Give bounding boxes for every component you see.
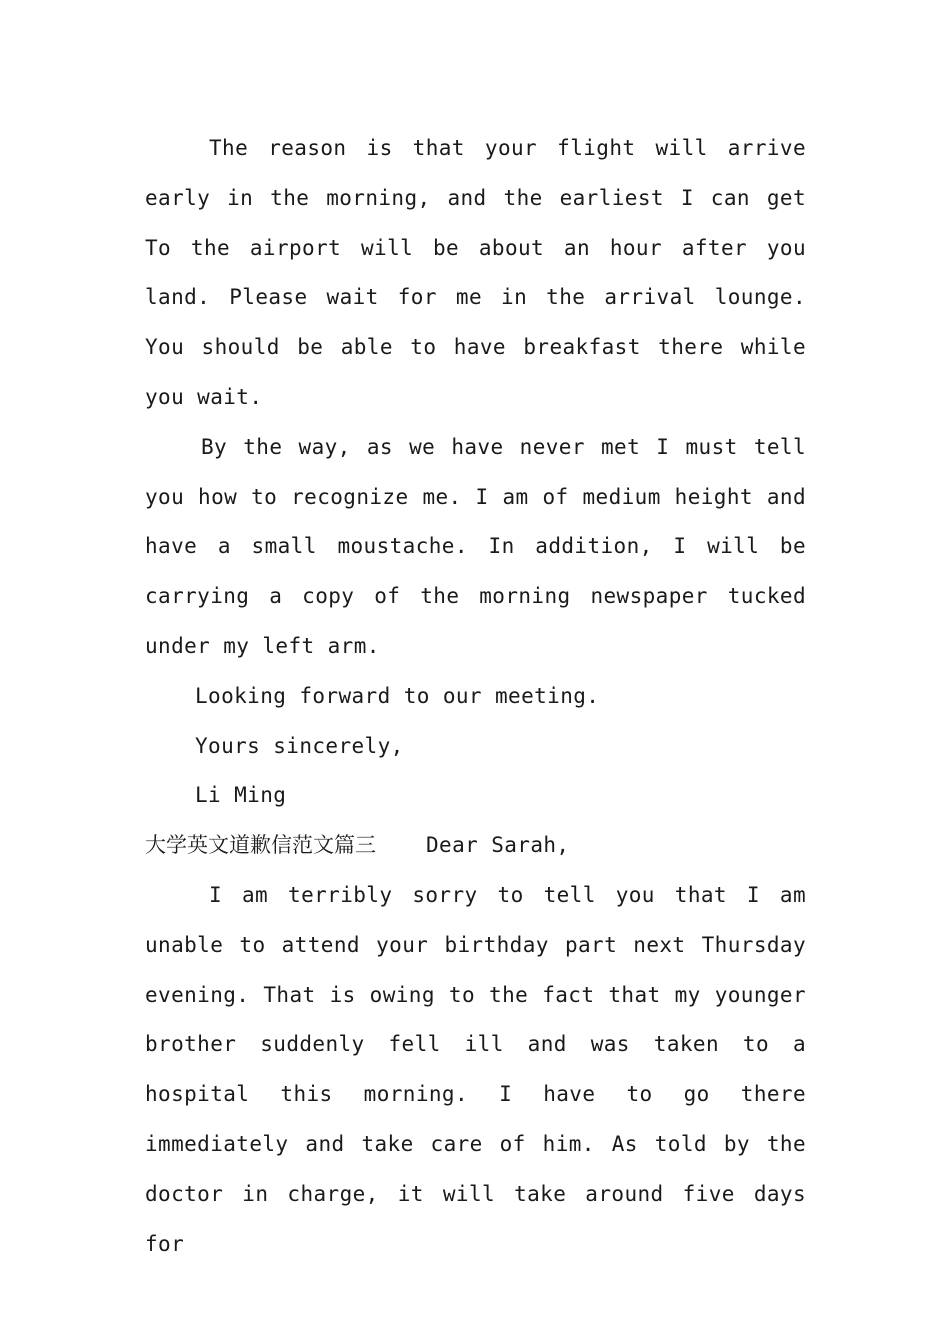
- paragraph-flight-arrival: The reason is that your flight will arrive early in the morning, and the earliest I can get To the airport will be about an hour after you land. Please wait for me in the arrival lounge. You should be able to have breakfast there while you wait.: [145, 136, 806, 409]
- sign-off: Yours sincerely,: [195, 733, 404, 758]
- closing-line: Looking forward to our meeting.: [195, 683, 600, 708]
- section-heading-line: [145, 821, 806, 871]
- section-title: 大学英文道歉信范文篇三: [145, 833, 376, 858]
- signature: Li Ming: [195, 783, 287, 808]
- letter-body: [145, 124, 806, 1269]
- paragraph-apology: I am terribly sorry to tell you that I am unable to attend your birthday part next Thursday evening. That is owing to the fact that my younger brother suddenly fell ill and was taken to a hospital this morning. I have to go there immediately and take care of him. As told by the doctor in charge, it will take around five days for: [145, 882, 806, 1256]
- salutation: Dear Sarah,: [426, 833, 570, 858]
- paragraph-recognize-me: By the way, as we have never met I must tell you how to recognize me. I am of medium height and have a small moustache. In addition, I will be carrying a copy of the morning newspaper tucked under my left arm.: [145, 434, 806, 658]
